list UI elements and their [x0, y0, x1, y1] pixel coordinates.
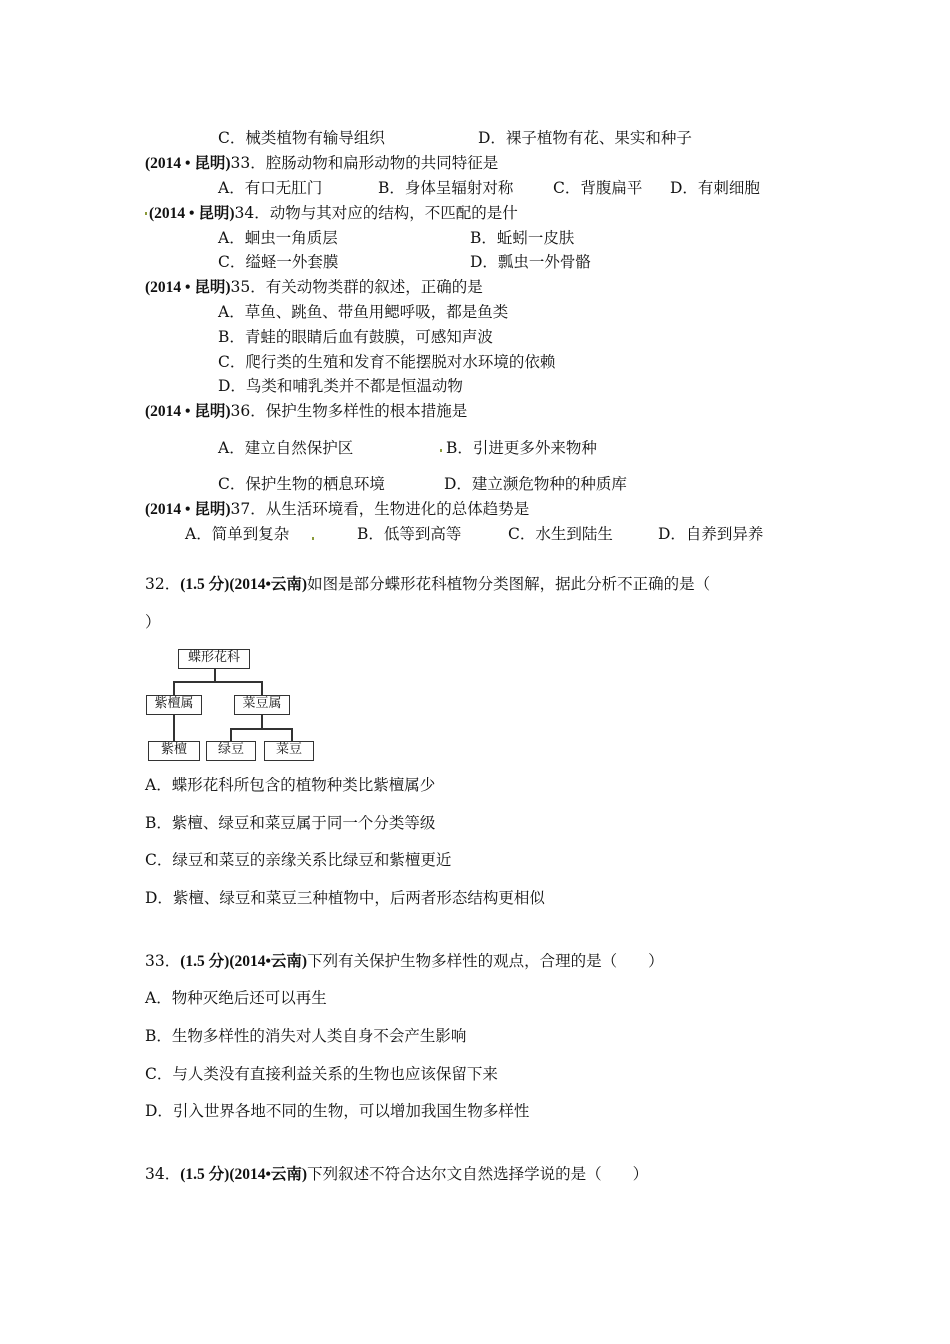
yn-q32-option-b: B．紫檀、绿豆和菜豆属于同一个分类等级: [145, 814, 436, 832]
scan-speck: [312, 537, 314, 540]
q36-option-c: C．保护生物的栖息环境: [218, 475, 385, 493]
diagram-node-species-ludou: 绿豆: [206, 741, 256, 761]
q36-option-d: D．建立濒危物种的种质库: [444, 475, 627, 493]
q37-option-b: B．低等到高等: [357, 525, 462, 543]
q35-option-c: C．爬行类的生殖和发育不能摆脱对水环境的依赖: [218, 353, 556, 371]
q37-option-a: A．简单到复杂: [185, 525, 290, 543]
diagram-node-genus-caidou: 菜豆属: [234, 695, 290, 715]
yn-q32-option-d: D．紫檀、绿豆和菜豆三种植物中，后两者形态结构更相似: [145, 889, 545, 907]
yn-q32-close-paren: ）: [145, 613, 161, 631]
yn-q34-stem: 下列叙述不符合达尔文自然选择学说的是（ ）: [307, 1165, 649, 1183]
yn-q33-stem: 下列有关保护生物多样性的观点，合理的是（ ）: [307, 952, 664, 970]
diagram-edge: [214, 669, 216, 681]
q34-option-c: C．缢蛏一外套膜: [218, 253, 339, 271]
q32-option-d: D．裸子植物有花、果实和种子: [478, 129, 692, 147]
yn-q32-number: 32．: [145, 575, 181, 593]
q33-option-d: D．有刺细胞: [670, 179, 760, 197]
q34-heading: [149, 203, 518, 224]
q33-option-c: C．背腹扁平: [553, 179, 643, 197]
q36-source: (2014 • 昆明): [145, 403, 231, 420]
q33-source: (2014 • 昆明): [145, 155, 231, 172]
q37-option-c: C．水生到陆生: [508, 525, 613, 543]
yn-q32-heading: [145, 574, 710, 595]
diagram-node-species-caidou: 菜豆: [264, 741, 314, 761]
diagram-edge: [230, 728, 292, 730]
classification-diagram: [140, 645, 320, 770]
yn-q32-stem: 如图是部分蝶形花科植物分类图解，据此分析不正确的是（: [307, 575, 711, 593]
yn-q33-heading: [145, 951, 664, 972]
diagram-edge: [291, 728, 293, 741]
q36-option-b: B．引进更多外来物种: [446, 439, 597, 457]
yn-q33-number: 33．: [145, 952, 181, 970]
diagram-edge: [173, 681, 175, 695]
q33-option-a: A．有口无肛门: [218, 179, 323, 197]
q35-stem: 35．有关动物类群的叙述，正确的是: [230, 278, 483, 296]
q32-option-c: C．械类植物有输导组织: [218, 129, 385, 147]
yn-q33-score: (1.5 分): [180, 953, 230, 970]
diagram-edge: [261, 681, 263, 695]
yn-q33-option-d: D．引入世界各地不同的生物，可以增加我国生物多样性: [145, 1102, 530, 1120]
yn-q33-option-b: B．生物多样性的消失对人类自身不会产生影响: [145, 1027, 467, 1045]
scan-speck: [145, 212, 147, 215]
q34-stem: 34．动物与其对应的结构，不匹配的是什: [234, 204, 518, 222]
yn-q33-option-a: A．物种灭绝后还可以再生: [145, 989, 327, 1007]
q33-option-b: B．身体呈辐射对称: [378, 179, 514, 197]
diagram-node-genus-zitan: 紫檀属: [146, 695, 202, 715]
q35-option-b: B．青蛙的眼睛后血有鼓膜，可感知声波: [218, 328, 493, 346]
q34-option-a: A．蛔虫一角质层: [218, 229, 338, 247]
q34-option-d: D．瓢虫一外骨骼: [470, 253, 591, 271]
yn-q34-number: 34．: [145, 1165, 181, 1183]
yn-q32-source: (2014•云南): [229, 576, 308, 593]
yn-q34-score: (1.5 分): [180, 1166, 230, 1183]
q37-heading: [145, 499, 529, 520]
diagram-edge: [261, 715, 263, 728]
yn-q32-option-a: A．蝶形花科所包含的植物种类比紫檀属少: [145, 776, 436, 794]
q33-heading: [145, 153, 498, 174]
q34-option-b: B．蚯蚓一皮肤: [470, 229, 575, 247]
q35-source: (2014 • 昆明): [145, 279, 231, 296]
q33-stem: 33．腔肠动物和扁形动物的共同特征是: [230, 154, 499, 172]
diagram-edge: [173, 715, 175, 741]
diagram-edge: [230, 728, 232, 741]
yn-q32-option-c: C．绿豆和菜豆的亲缘关系比绿豆和紫檀更近: [145, 851, 452, 869]
q35-heading: [145, 277, 483, 298]
q34-source: (2014 • 昆明): [149, 205, 235, 222]
q37-source: (2014 • 昆明): [145, 501, 231, 518]
q37-option-d: D．自养到异养: [658, 525, 764, 543]
diagram-node-species-zitan: 紫檀: [148, 741, 200, 761]
diagram-node-family: 蝶形花科: [178, 649, 250, 669]
q36-option-a: A．建立自然保护区: [218, 439, 354, 457]
q36-heading: [145, 401, 467, 422]
q35-option-a: A．草鱼、跳鱼、带鱼用鳃呼吸，都是鱼类: [218, 303, 509, 321]
scan-speck: [440, 449, 442, 452]
yn-q33-source: (2014•云南): [229, 953, 308, 970]
yn-q33-option-c: C．与人类没有直接利益关系的生物也应该保留下来: [145, 1065, 498, 1083]
yn-q32-score: (1.5 分): [180, 576, 230, 593]
q37-stem: 37．从生活环境看，生物进化的总体趋势是: [230, 500, 530, 518]
yn-q34-source: (2014•云南): [229, 1166, 308, 1183]
yn-q34-heading: [145, 1164, 648, 1185]
q36-stem: 36．保护生物多样性的根本措施是: [230, 402, 468, 420]
q35-option-d: D．鸟类和哺乳类并不都是恒温动物: [218, 377, 463, 395]
diagram-edge: [173, 681, 262, 683]
